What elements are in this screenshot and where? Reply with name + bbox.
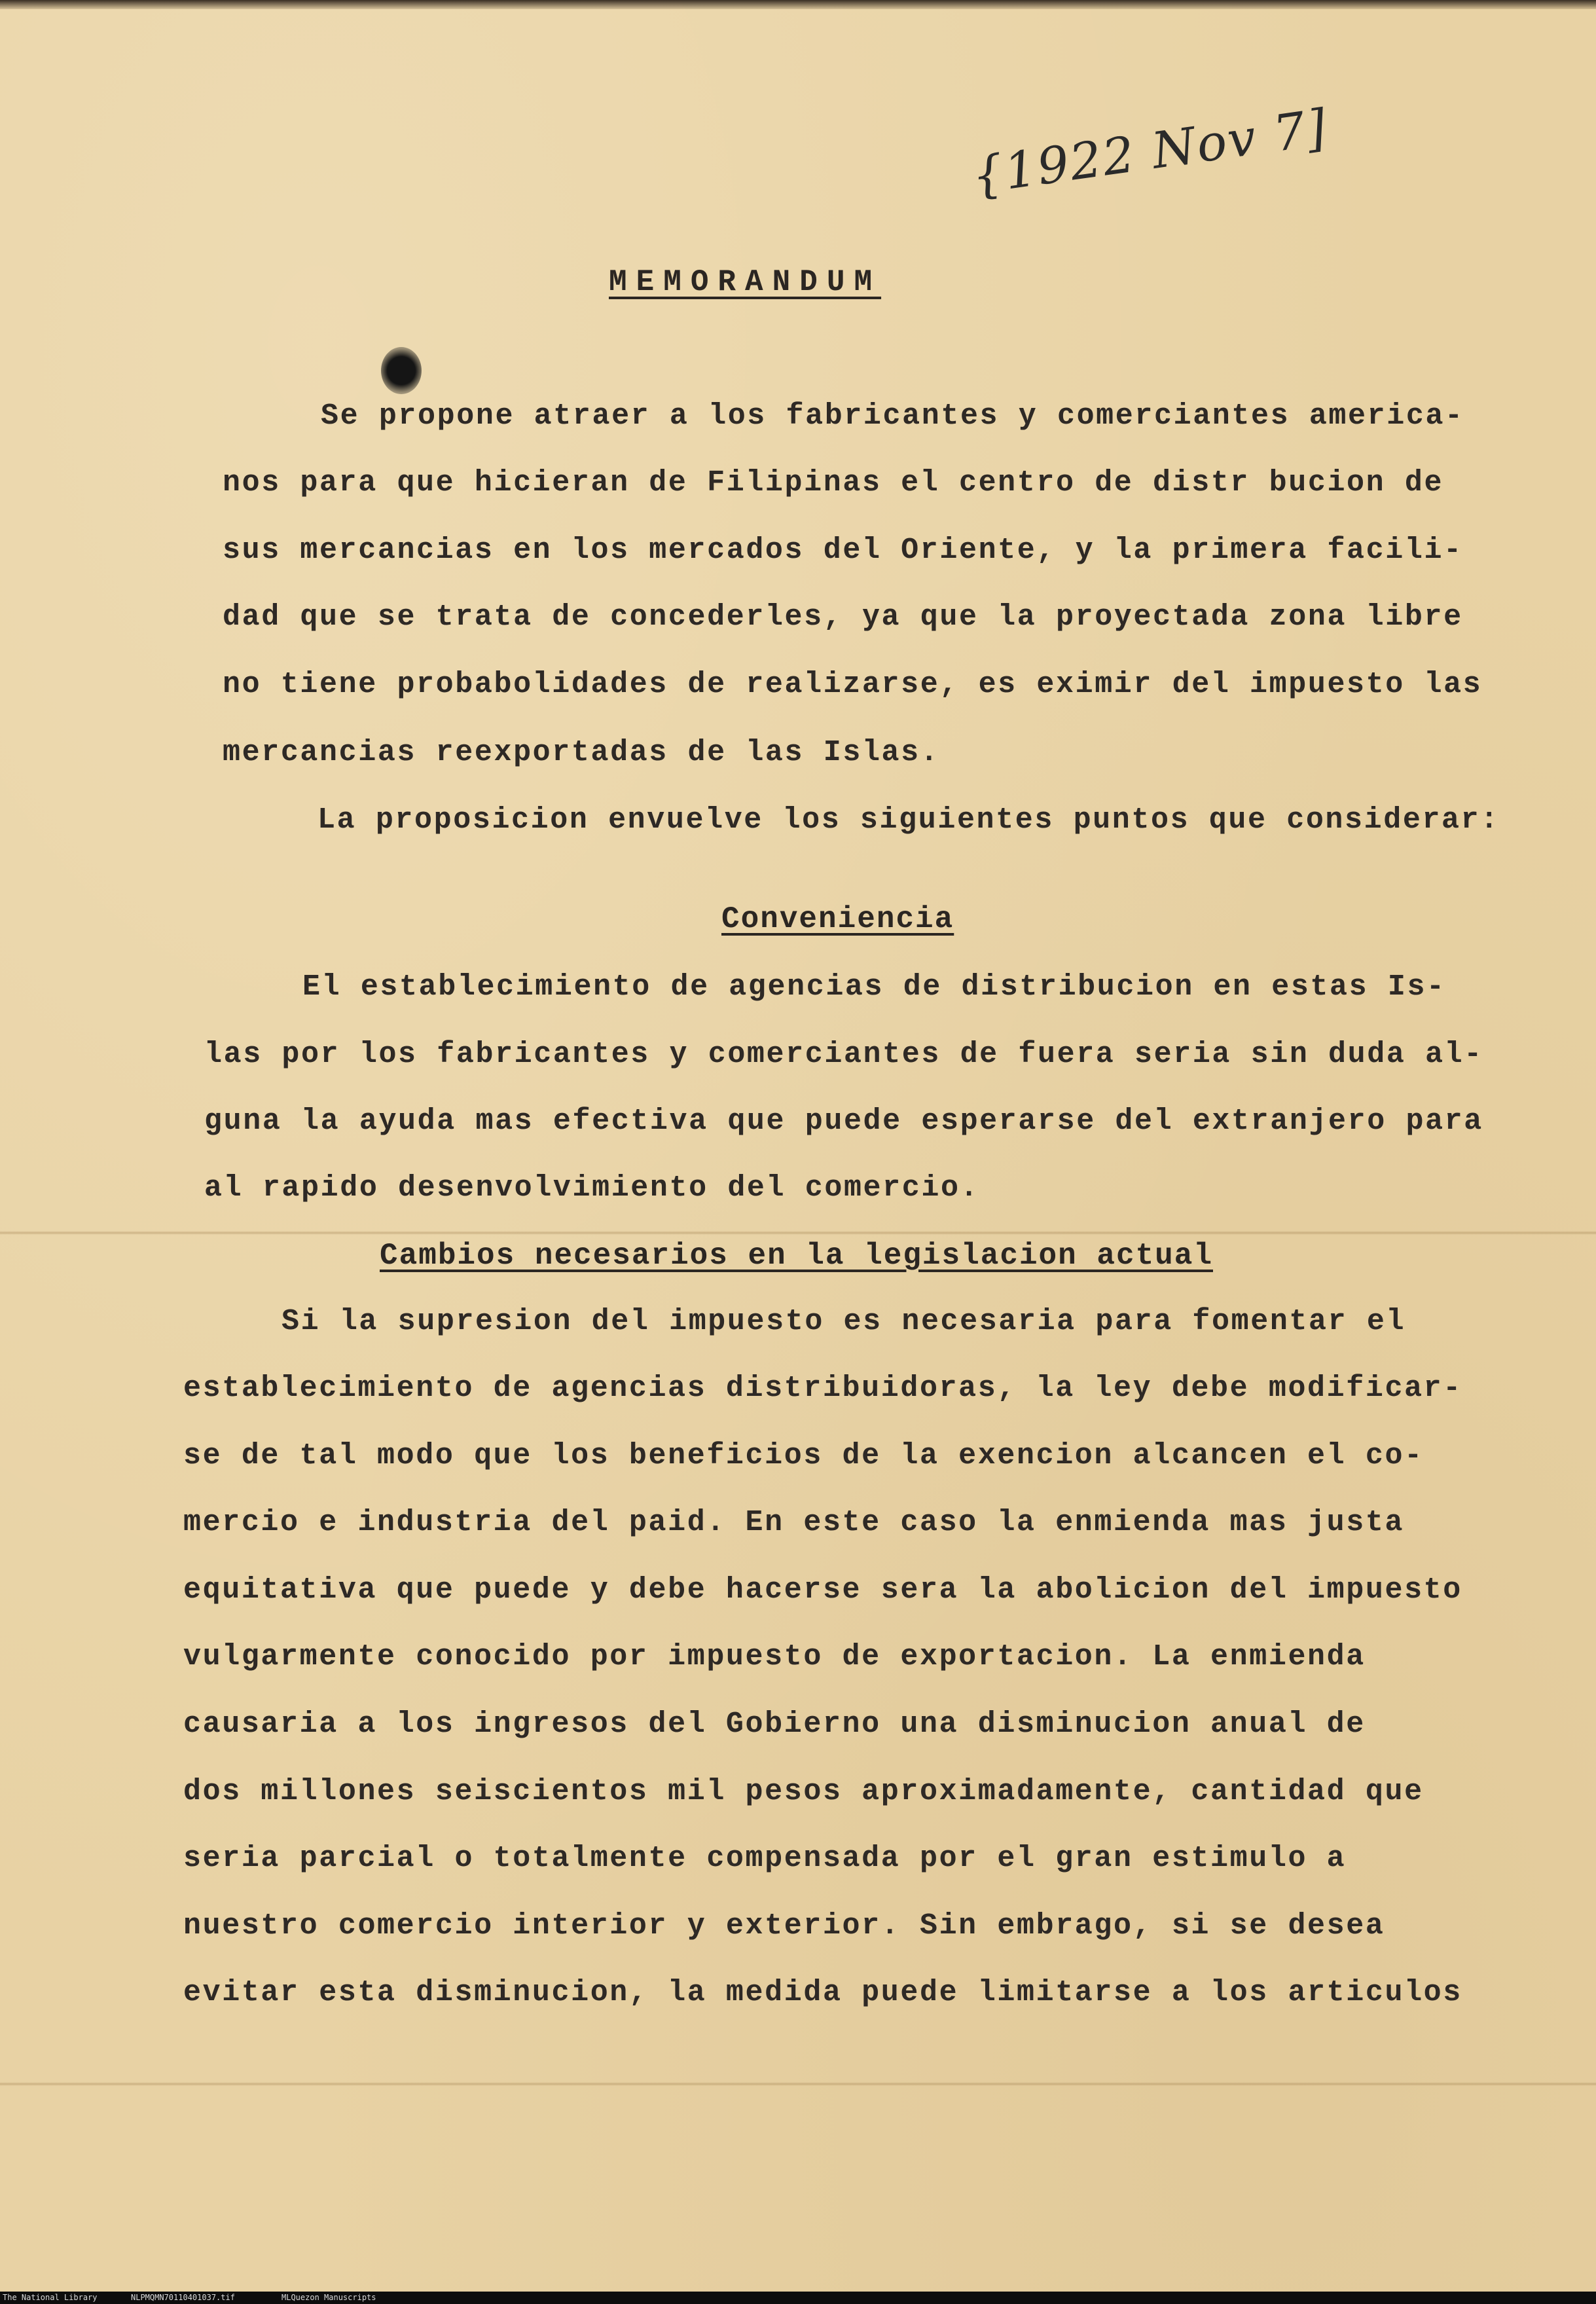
text-line: no tiene probabolidades de realizarse, es eximir del impuesto las — [223, 668, 1483, 701]
scan-top-edge — [0, 0, 1596, 9]
text-line: mercio e industria del paid. En este caso la enmienda mas justa — [183, 1506, 1405, 1539]
text-line: mercancias reexportadas de las Islas. — [223, 736, 940, 769]
text-line: nos para que hicieran de Filipinas el centro de distr bucion de — [223, 466, 1444, 500]
section-heading-conveniencia: Conveniencia — [721, 902, 954, 936]
text-line: dos millones seiscientos mil pesos aproximadamente, cantidad que — [183, 1775, 1424, 1808]
text-line: establecimiento de agencias distribuidoras, la ley debe modificar- — [183, 1372, 1462, 1405]
section-heading-cambios: Cambios necesarios en la legislacion actual — [380, 1239, 1213, 1273]
text-line: La proposicion envuelve los siguientes puntos que considerar: — [317, 803, 1500, 837]
text-line: las por los fabricantes y comerciantes de fuera seria sin duda al- — [204, 1038, 1483, 1071]
text-line: se de tal modo que los beneficios de la exencion alcancen el co- — [183, 1439, 1424, 1472]
text-line: sus mercancias en los mercados del Oriente, y la primera facili- — [223, 534, 1463, 567]
text-line: vulgarmente conocido por impuesto de exportacion. La enmienda — [183, 1640, 1366, 1673]
paper-fold — [0, 2082, 1596, 2086]
text-line: guna la ayuda mas efectiva que puede esperarse del extranjero para — [204, 1105, 1483, 1138]
text-line: equitativa que puede y debe hacerse sera la abolicion del impuesto — [183, 1573, 1462, 1607]
text-line: dad que se trata de concederles, ya que la proyectada zona libre — [223, 600, 1463, 634]
text-line: seria parcial o totalmente compensada por el gran estimulo a — [183, 1842, 1347, 1875]
text-line: causaria a los ingresos del Gobierno una disminucion anual de — [183, 1708, 1366, 1741]
text-line: El establecimiento de agencias de distribucion en estas Is- — [302, 970, 1446, 1004]
footer-library: The National Library — [3, 2293, 98, 2302]
ink-blot — [381, 347, 422, 394]
handwritten-date-annotation: {1922 Nov 7] — [968, 98, 1332, 206]
text-line: evitar esta disminucion, la medida puede limitarse a los articulos — [183, 1976, 1462, 2009]
text-line: al rapido desenvolvimiento del comercio. — [204, 1171, 980, 1205]
footer-collection: MLQuezon Manuscripts — [281, 2293, 376, 2302]
text-line: Si la supresion del impuesto es necesaria para fomentar el — [281, 1305, 1406, 1338]
footer-file-id: NLPMQMN70110401037.tif — [131, 2293, 235, 2302]
paper-fold — [0, 1231, 1596, 1235]
text-line: nuestro comercio interior y exterior. Sin embrago, si se desea — [183, 1909, 1385, 1943]
document-title: MEMORANDUM — [609, 265, 882, 299]
scan-footer — [0, 2292, 1596, 2304]
text-line: Se propone atraer a los fabricantes y comerciantes america- — [321, 399, 1464, 433]
